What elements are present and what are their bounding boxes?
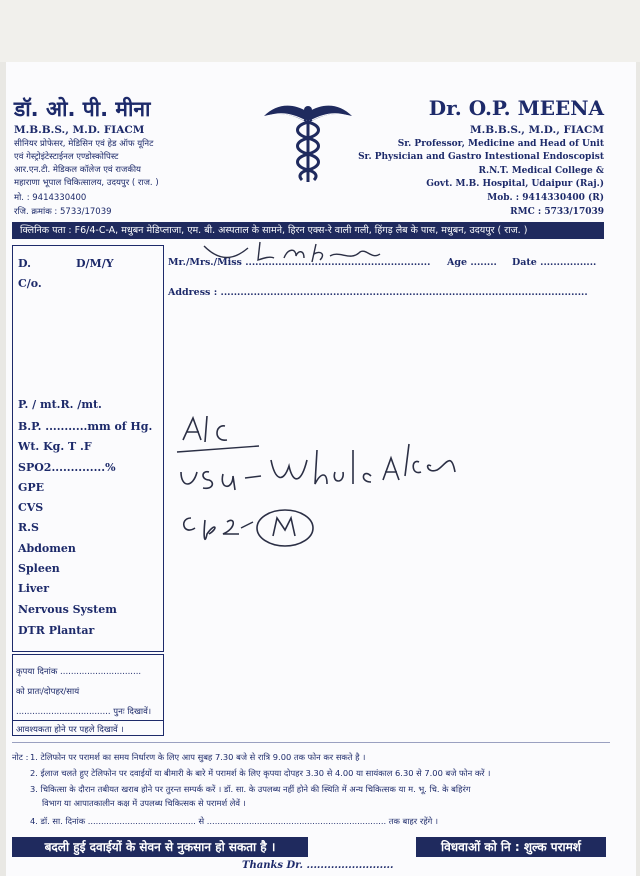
cvs-field: CVS [18,501,44,514]
co-label: C/o. [18,277,42,290]
patient-name-field[interactable]: Mr./Mrs./Miss ........................................................ [168,257,431,268]
dmy-label: D/M/Y [76,257,114,270]
dtr-plantar-field: DTR Plantar [18,624,95,637]
followup-revisit: ................................... पुनः दिखावें। [16,707,152,717]
age-field[interactable]: Age ........ [447,257,497,268]
free-consultation-banner: विधवाओं को नि : शुल्क परामर्श [416,837,606,857]
doctor-name-english: Dr. O.P. MEENA [428,96,604,120]
followup-date: कृपया दिनांक .............................. [16,667,142,677]
followup-divider [13,720,163,721]
hindi-line-2: एवं गेस्ट्रोइंटेस्टाईनल एण्डोस्कोपिस्ट [14,152,119,162]
note-1: 1. टेलिफोन पर परामर्श का समय निर्धारण के लिए आप सुबह 7.30 बजे से रात्रि 9.00 तक फोन कर सकते है । [30,752,366,762]
note-3b: विभाग या आपातकालीन कक्ष में उपलब्ध चिकित्सक से परामर्श लेवें । [42,798,246,808]
note-4: 4. डॉ. सा. दिनांक ......................................... से .................................................................... तक बाहर रहेंगे । [30,816,439,826]
hindi-line-1: सीनियर प्रोफेसर, मेडिसिन एवं हेड ऑफ यूनिट [14,139,154,149]
reg-number-hindi: रजि. क्रमांक : 5733/17039 [14,207,112,217]
hindi-line-3: आर.एन.टी. मेडिकल कॉलेज एवं राजकीय [14,165,141,175]
followup-time: को प्रातः/दोपहर/सायं [16,687,80,697]
liver-field: Liver [18,582,50,595]
warning-banner: बदली हुई दवाईयों के सेवन से नुकसान हो सकता है । [12,837,308,857]
weight-temp-field: Wt. Kg. T .F [18,440,92,453]
degrees-english: M.B.B.S., M.D., FIACM [470,124,604,136]
english-line-4: Govt. M.B. Hospital, Udaipur (Raj.) [426,179,604,189]
handwritten-name [200,240,400,274]
caduceus-icon [262,96,354,188]
handwritten-notes [175,410,475,564]
mobile-hindi: मो. : 9414330400 [14,193,87,203]
thanks-footer: Thanks Dr. ......................... [242,860,394,871]
background-strip [0,0,640,62]
doctor-name-hindi: डॉ. ओ. पी. मीना [14,97,151,121]
english-line-2: Sr. Physician and Gastro Intestional Endoscopist [358,152,604,162]
address-field[interactable]: Address : ............................................................................................................... [168,287,588,298]
date-field[interactable]: Date ................. [512,257,597,268]
handwritten-note-3 [175,520,179,521]
english-line-1: Sr. Professor, Medicine and Head of Unit [397,139,604,149]
handwritten-note-2 [175,470,187,471]
mobile-english: Mob. : 9414330400 (R) [487,193,604,203]
bp-field: B.P. ...........mm of Hg. [18,420,153,433]
hindi-line-4: महाराणा भूपाल चिकित्सालय, उदयपुर ( राज. ) [14,178,159,188]
note-2: 2. ईलाज चलते हुए टेलिफोन पर दवाईयों या बीमारी के बारे में परामर्श के लिए कृपया दोपहर 3.30 से 4.00 या सायंकाल 6.30 से 7.00 बजे फोन करें । [30,768,491,778]
notes-divider [12,742,610,743]
note-3a: 3. चिकित्सा के दौरान तबीयत खराब होने पर तुरन्त सम्पर्क करें । डॉ. सा. के उपलब्ध नहीं होने की स्थिति में अन्य चिकित्सक या म. भू. चि. के बहिरंग [30,784,471,794]
spleen-field: Spleen [18,562,60,575]
degrees-hindi-side: M.B.B.S., M.D. FIACM [14,124,145,136]
gpe-field: GPE [18,481,45,494]
clinic-address-bar: क्लिनिक पता : F6/4-C-A, मधुबन मेडिप्लाजा, एम. बी. अस्पताल के सामने, हिरन एक्स-रे वाली गली, हिंगड़ लैब के पास, मधुबन, उदयपुर ( राज. ) [12,222,604,239]
spo2-field: SPO2..............% [18,461,116,474]
english-line-3: R.N.T. Medical College & [478,166,604,176]
rs-field: R.S [18,521,39,534]
nervous-system-field: Nervous System [18,603,117,616]
abdomen-field: Abdomen [18,542,76,555]
notes-label: नोट : [12,752,29,762]
d-label: D. [18,257,31,270]
rmc-number: RMC : 5733/17039 [510,207,604,217]
handwritten-note-1 [175,410,177,411]
pulse-resp-field: P. / mt.R. /mt. [18,398,102,411]
followup-early: आवश्यकता होने पर पहले दिखावें । [16,725,124,735]
